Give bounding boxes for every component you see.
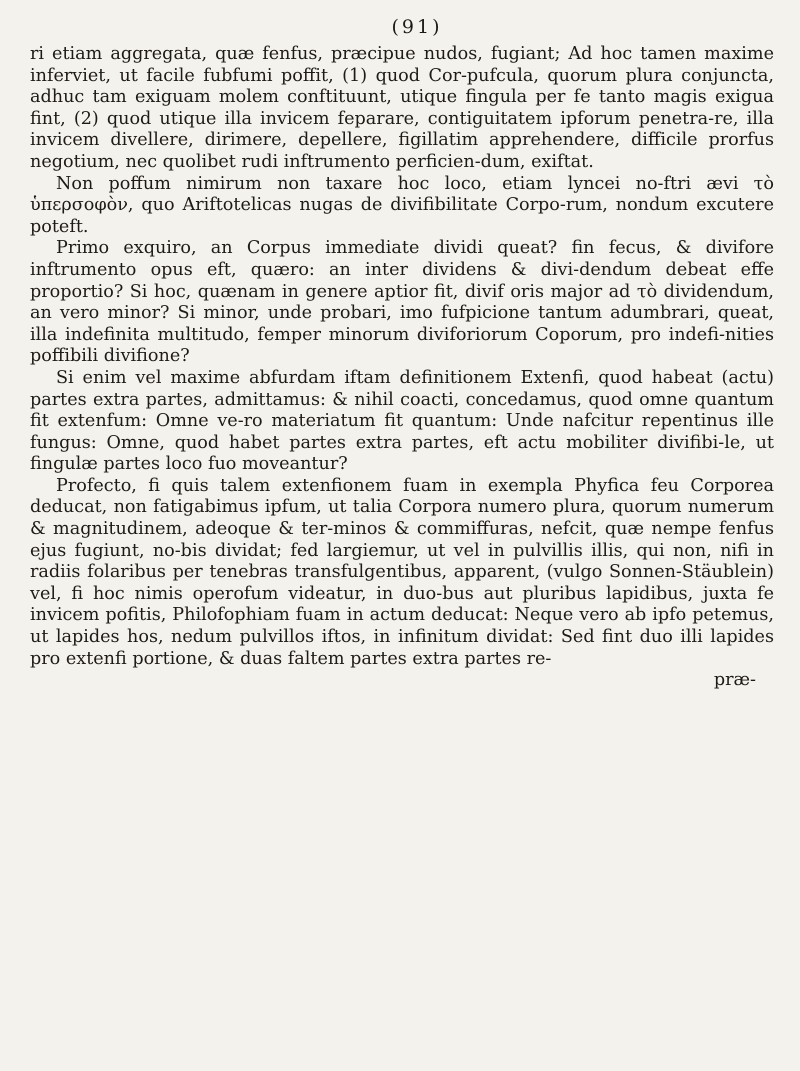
paragraph-3: Primo exquiro, an Corpus immediate dividi queat? fin fecus, & divifore inftrumento opus eft, quæro: an inter dividens & divi-dendum debeat effe proportio? Si hoc, quænam in genere aptior fit, divif oris major ad τὸ dividendum, an vero minor? Si minor, unde probari, imo fufpicione tantum adumbrari, queat, illa indefinita multitudo, femper minorum diviforiorum Coporum, pro indefi-nities poffibili divifione? (30, 238, 774, 367)
paragraph-5: Profecto, fi quis talem extenfionem fuam in exempla Phyfica feu Corporea deducat, non fatigabimus ipfum, ut talia Corpora numero plura, quorum numerum & magnitudinem, adeoque & ter-minos & commiffuras, nefcit, quæ nempe fenfus ejus fugiunt, no-bis dividat; fed largiemur, ut vel in pulvillis illis, qui non, nifi in radiis folaribus per tenebras transfulgentibus, apparent, (vulgo Sonnen-Stäublein) vel, fi hoc nimis operofum videatur, in duo-bus aut pluribus lapidibus, juxta fe invicem pofitis, Philofophiam fuam in actum deducat: Neque vero ab ipfo petemus, ut lapides hos, nedum pulvillos iftos, in infinitum dividat: Sed fint duo illi lapides pro extenfi portione, & duas faltem partes extra partes re- (30, 475, 774, 669)
paragraph-1: ri etiam aggregata, quæ fenfus, præcipue nudos, fugiant; Ad hoc tamen maxime inferviet, ut facile fubfumi poffit, (1) quod Cor-pufcula, quorum plura conjuncta, adhuc tam exiguam molem conftituunt, utique fingula per fe tanto magis exigua fint, (2) quod utique illa invicem feparare, contiguitatem ipforum penetra-re, illa invicem divellere, dirimere, depellere, figillatim apprehendere, difficile prorfus negotium, nec quolibet rudi inftrumento perficien-dum, exiftat. (30, 44, 774, 172)
page-number-header: (91) (391, 16, 443, 38)
catchword: præ- (713, 670, 756, 691)
paragraph-4: Si enim vel maxime abfurdam iftam definitionem Extenfi, quod habeat (actu) partes extra partes, admittamus: & nihil coacti, concedamus, quod omne quantum fit extenfum: Omne ve-ro materiatum fit quantum: Unde nafcitur repentinus ille fungus: Omne, quod habet partes extra partes, eft actu mobiliter divifibi-le, ut fingulæ partes loco fuo moveantur? (30, 367, 774, 475)
body-text (30, 44, 774, 670)
paragraph-2: Non poffum nimirum non taxare hoc loco, etiam lyncei no-ftri ævi τὸ ὑπερσοφὸν, quo Ariftotelicas nugas de divifibilitate Corpo-rum, nondum excutere poteft. (30, 173, 774, 237)
